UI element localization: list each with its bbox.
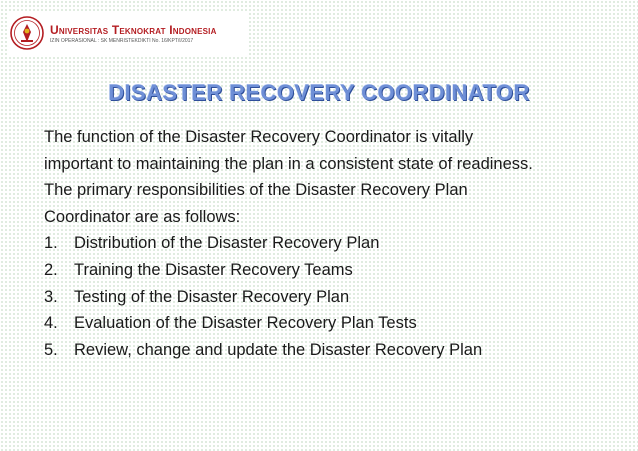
responsibilities-list (44, 230, 614, 363)
slide-body (44, 124, 614, 363)
list-item-number: 4. (44, 314, 58, 333)
intro-line: The function of the Disaster Recovery Coordinator is vitally (44, 128, 474, 146)
list-item-text: Testing of the Disaster Recovery Plan (74, 287, 350, 306)
intro-line: The primary responsibilities of the Disaster Recovery Plan (44, 181, 468, 200)
list-item-text: Review, change and update the Disaster Recovery Plan (74, 340, 483, 359)
list-item-text: Training the Disaster Recovery Teams (74, 260, 353, 279)
list-item (44, 284, 614, 311)
list-item-text: Distribution of the Disaster Recovery Plan (74, 234, 380, 253)
intro-line: important to maintaining the plan in a consistent state of readiness. (44, 154, 533, 173)
list-item-number: 5. (44, 340, 58, 359)
university-name: Universitas Teknokrat Indonesia (50, 22, 217, 37)
list-item (44, 337, 614, 364)
list-item-number: 1. (44, 234, 58, 253)
operational-permit-text: IZIN OPERASIONAL : SK MENRISTEKDIKTI No. 16/KPT/I/2017 (50, 37, 194, 44)
list-item (44, 230, 614, 257)
list-item-number: 3. (44, 287, 58, 306)
intro-paragraph (44, 124, 614, 230)
list-item (44, 257, 614, 284)
list-item (44, 310, 614, 337)
intro-line: Coordinator are as follows: (44, 207, 241, 226)
list-item-text: Evaluation of the Disaster Recovery Plan Tests (74, 314, 417, 333)
list-item-number: 2. (44, 260, 58, 279)
slide-title: DISASTER RECOVERY COORDINATOR (108, 80, 530, 105)
university-seal-icon (10, 16, 44, 50)
university-logo-banner (8, 11, 248, 55)
